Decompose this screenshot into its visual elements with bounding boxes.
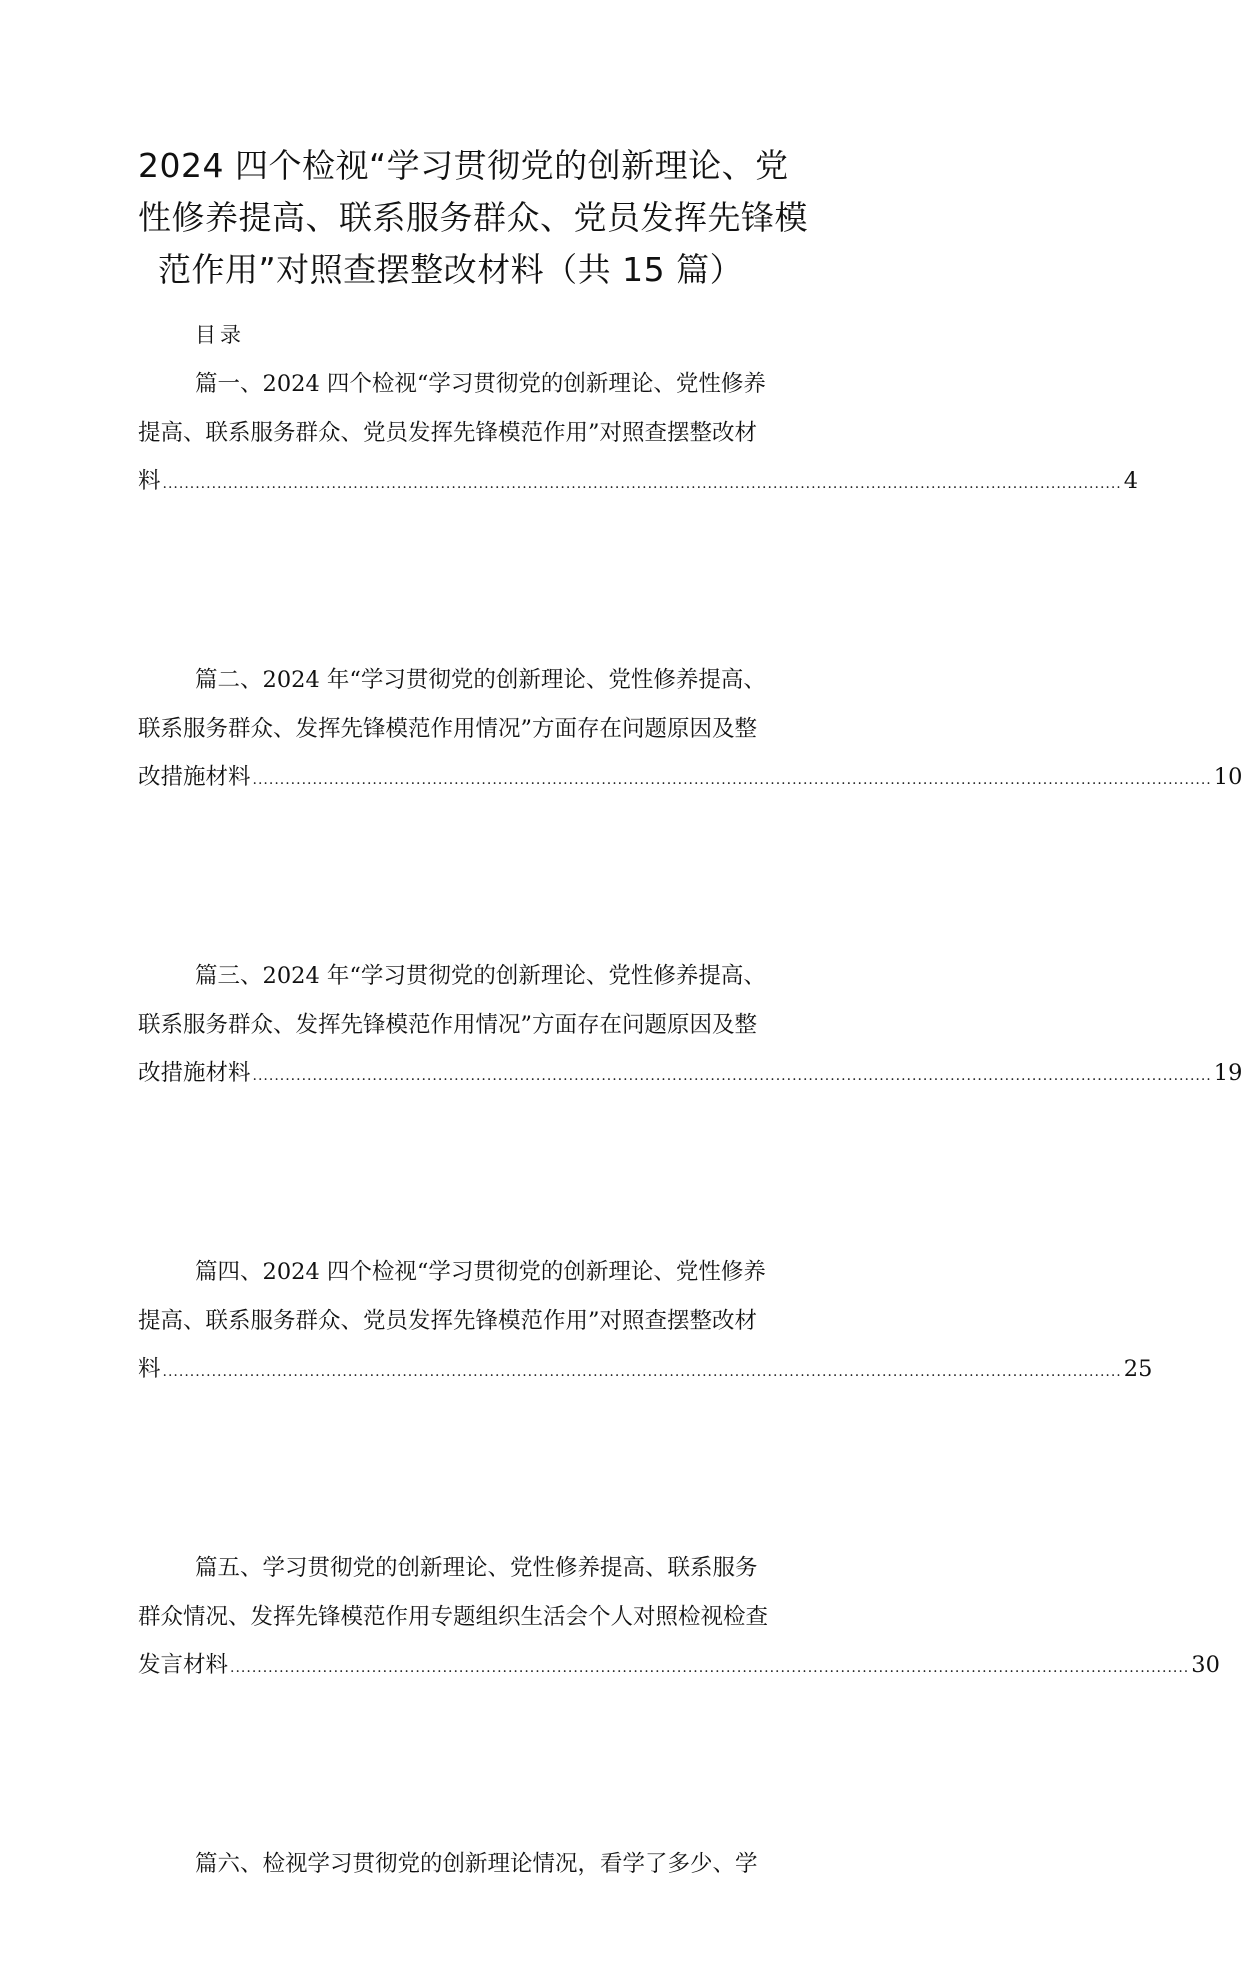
toc-entry-tail: 料 bbox=[138, 1356, 161, 1382]
title-line-1: 2024 四个检视“学习贯彻党的创新理论、党 bbox=[138, 146, 789, 185]
toc-entry-leader-line bbox=[138, 753, 1242, 802]
leader-dots: ................................................................................................................................................................................ bbox=[252, 1068, 1212, 1084]
toc-entry-line: 联系服务群众、发挥先锋模范作用情况”方面存在问题原因及整 bbox=[138, 1011, 758, 1038]
leader-dots: ................................................................................................................................................................................ bbox=[162, 1364, 1122, 1380]
title-line-2: 性修养提高、联系服务群众、党员发挥先锋模 bbox=[138, 198, 808, 237]
document-title bbox=[138, 140, 808, 296]
toc-page-number: 10 bbox=[1213, 764, 1242, 790]
toc-entry-line: 篇六、检视学习贯彻党的创新理论情况，看学了多少、学 bbox=[195, 1851, 758, 1877]
leader-dots: ................................................................................................................................................................................ bbox=[230, 1660, 1190, 1676]
toc-entry-line: 篇五、学习贯彻党的创新理论、党性修养提高、联系服务 bbox=[195, 1555, 758, 1581]
toc-entry-line: 提高、联系服务群众、党员发挥先锋模范作用”对照查摆整改材 bbox=[138, 419, 758, 446]
leader-dots: ................................................................................................................................................................................ bbox=[252, 772, 1212, 788]
toc-entry-tail: 发言材料 bbox=[138, 1652, 229, 1678]
leader-dots: ................................................................................................................................................................................ bbox=[162, 476, 1122, 492]
toc-heading: 目录 bbox=[195, 323, 245, 347]
toc-entry-1[interactable] bbox=[138, 360, 1139, 656]
toc-entry-tail: 改措施材料 bbox=[138, 1060, 251, 1086]
toc-entry-3[interactable] bbox=[138, 952, 1242, 1248]
toc-entry-2[interactable] bbox=[138, 656, 1242, 952]
toc-entry-leader-line bbox=[138, 1345, 1153, 1394]
toc-entry-6-partial[interactable] bbox=[138, 1840, 786, 1985]
toc-entry-line: 篇一、2024 四个检视“学习贯彻党的创新理论、党性修养 bbox=[195, 371, 766, 397]
toc-entry-line: 联系服务群众、发挥先锋模范作用情况”方面存在问题原因及整 bbox=[138, 715, 758, 742]
toc-entry-tail: 改措施材料 bbox=[138, 764, 251, 790]
toc-entry-line: 群众情况、发挥先锋模范作用专题组织生活会个人对照检视检查 bbox=[138, 1603, 769, 1630]
toc-entry-tail: 料 bbox=[138, 468, 161, 494]
toc-page-number: 25 bbox=[1123, 1356, 1153, 1382]
toc-page-number: 19 bbox=[1213, 1060, 1242, 1086]
toc-entry-leader-line bbox=[138, 1049, 1242, 1098]
title-line-3: 范作用”对照查摆整改材料（共 15 篇） bbox=[158, 250, 744, 289]
toc-entry-line: 提高、联系服务群众、党员发挥先锋模范作用”对照查摆整改材 bbox=[138, 1307, 758, 1334]
toc-entry-4[interactable] bbox=[138, 1248, 1153, 1544]
toc-entry-line: 篇三、2024 年“学习贯彻党的创新理论、党性修养提高、 bbox=[195, 963, 766, 989]
table-of-contents bbox=[138, 360, 1242, 1985]
toc-entry-line: 篇四、2024 四个检视“学习贯彻党的创新理论、党性修养 bbox=[195, 1259, 766, 1285]
toc-entry-5[interactable] bbox=[138, 1544, 1220, 1840]
toc-page-number: 4 bbox=[1123, 468, 1139, 494]
toc-entry-line: 篇二、2024 年“学习贯彻党的创新理论、党性修养提高、 bbox=[195, 667, 766, 693]
toc-entry-leader-line bbox=[138, 1641, 1220, 1690]
toc-page-number: 30 bbox=[1191, 1652, 1220, 1678]
toc-entry-leader-line bbox=[138, 457, 1139, 506]
